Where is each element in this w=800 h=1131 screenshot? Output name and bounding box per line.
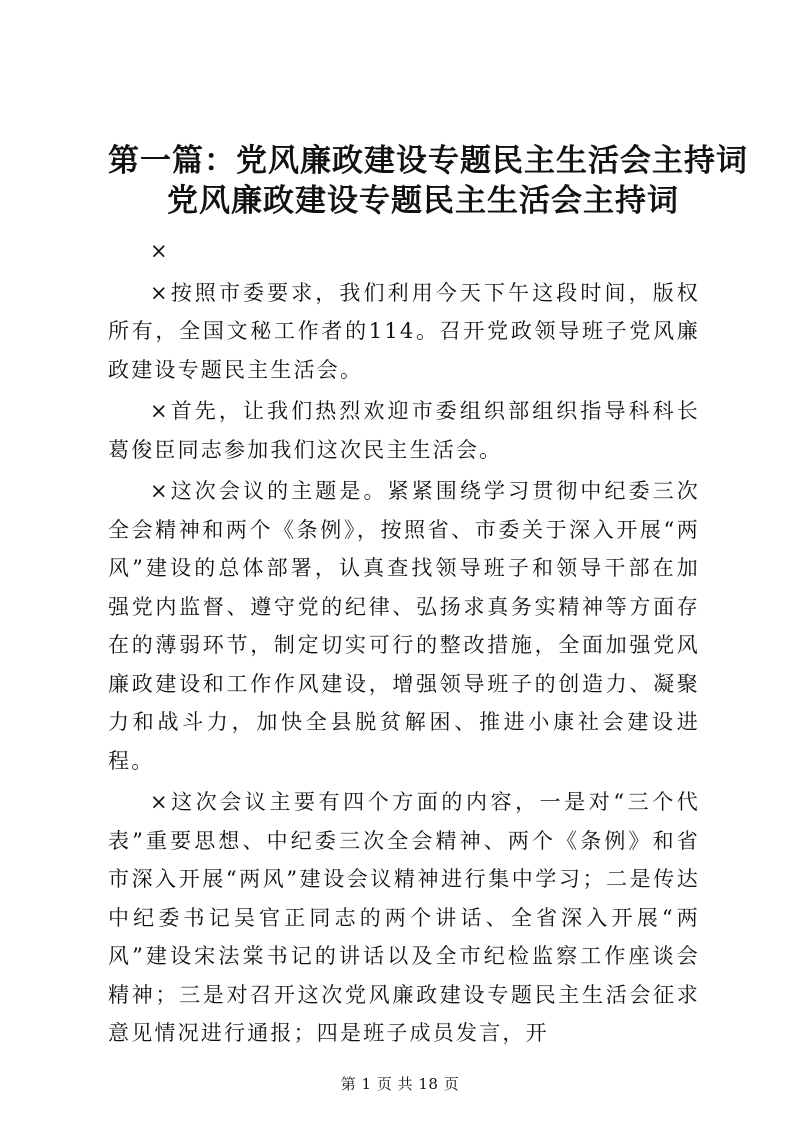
paragraph: ×首先，让我们热烈欢迎市委组织部组织指导科科长葛俊臣同志参加我们这次民主生活会。: [108, 399, 700, 462]
page-number: 第 1 页 共 18 页: [340, 1075, 460, 1093]
paragraph: ×这次会议的主题是。紧紧围绕学习贯彻中纪委三次全会精神和两个《条例》，按照省、市委关于深入开展“两风”建设的总体部署，认真查找领导班子和领导干部在加强党内监督、遵守党的纪律、弘扬求真务实精神等方面存在的薄弱环节，制定切实可行的整改措施，全面加强党风廉政建设和工作作风建设，增强领导班子的创造力、凝聚力和战斗力，加快全县脱贫解困、推进小康社会建设进程。: [108, 479, 700, 773]
document-body: [108, 232, 700, 1056]
paragraph: ×这次会议主要有四个方面的内容，一是对“三个代表”重要思想、中纪委三次全会精神、两个《条例》和省市深入开展“两风”建设会议精神进行集中学习；二是传达中纪委书记吴官正同志的两个讲话、全省深入开展“两风”建设宋法棠书记的讲话以及全市纪检监察工作座谈会精神；三是对召开这次党风廉政建设专题民主生活会征求意见情况进行通报；四是班子成员发言，开: [108, 790, 700, 1045]
paragraph: ×按照市委要求，我们利用今天下午这段时间，版权所有，全国文秘工作者的114。召开党政领导班子党风廉政建设专题民主生活会。: [108, 280, 700, 382]
paragraph: ×: [150, 239, 170, 263]
document-subtitle: 党风廉政建设专题民主生活会主持词: [167, 183, 679, 219]
document-title: 第一篇：党风廉政建设专题民主生活会主持词: [108, 143, 748, 179]
